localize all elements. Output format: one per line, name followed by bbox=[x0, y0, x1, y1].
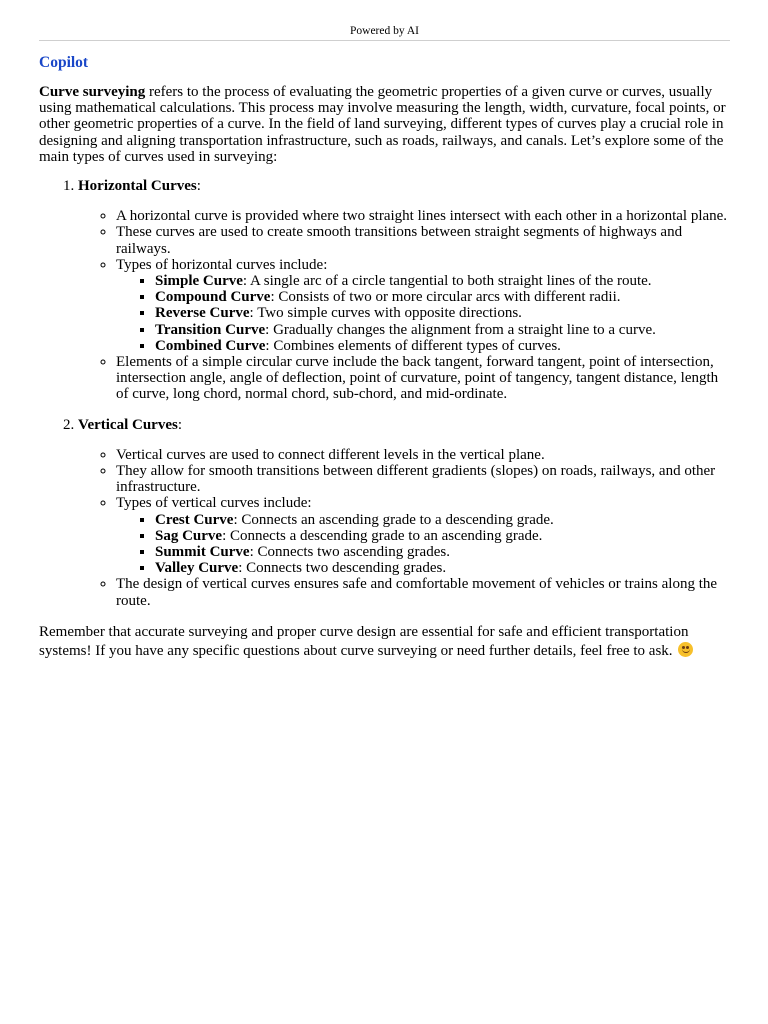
bullet-item: ◦ Elements of a simple circular curve include the back tangent, forward tangent, point of intersection, intersection angle, angle of deflection, point of curvature, point of tangency, tangent distance, length of curve, long chord, normal chord, sub-chord, and mid-ordinate. bbox=[116, 354, 730, 403]
definition: : Gradually changes the alignment from a straight line to a curve. bbox=[265, 321, 656, 338]
sub-bullet-item bbox=[155, 273, 730, 289]
bullet-item: ◦ They allow for smooth transitions between different gradients (slopes) on roads, railways, and other infrastructure. bbox=[116, 463, 730, 495]
term: Summit Curve bbox=[155, 544, 250, 561]
term: Combined Curve bbox=[155, 337, 266, 354]
term: Sag Curve bbox=[155, 527, 223, 544]
sub-bullet-item bbox=[155, 512, 730, 528]
section-horizontal-curves bbox=[78, 178, 730, 403]
closing-paragraph bbox=[39, 623, 730, 661]
definition: : Combines elements of different types of curves. bbox=[265, 337, 561, 354]
smiling-face-icon bbox=[678, 642, 693, 657]
definition: : A single arc of a circle tangential to both straight lines of the route. bbox=[242, 273, 652, 290]
definition: : Connects an ascending grade to a descending grade. bbox=[233, 511, 554, 528]
powered-by-header: Powered by AI bbox=[39, 0, 730, 41]
section-heading: 2. Vertical Curves: bbox=[78, 416, 183, 433]
page-title: Copilot bbox=[39, 54, 89, 71]
bullet-text: Types of vertical curves include: bbox=[116, 495, 312, 512]
bullet-item: ◦ A horizontal curve is provided where two straight lines intersect with each other in a horizontal plane. bbox=[116, 208, 730, 224]
definition: : Two simple curves with opposite directions. bbox=[249, 305, 522, 322]
term: Valley Curve bbox=[155, 560, 239, 577]
definition: : Connects two descending grades. bbox=[238, 560, 447, 577]
sub-bullet-item bbox=[155, 338, 730, 354]
section-bullets bbox=[78, 447, 730, 609]
sub-bullets bbox=[116, 273, 730, 354]
definition: : Connects a descending grade to an ascending grade. bbox=[222, 527, 543, 544]
section-vertical-curves bbox=[78, 417, 730, 609]
sub-bullet-item bbox=[155, 528, 730, 544]
intro-term: Curve surveying bbox=[39, 84, 146, 100]
term: Transition Curve bbox=[155, 321, 266, 338]
section-heading: 1. Horizontal Curves: bbox=[78, 178, 201, 195]
section-heading-text: Vertical Curves bbox=[78, 416, 178, 433]
section-bullets bbox=[78, 208, 730, 402]
sub-bullet-item bbox=[155, 289, 730, 305]
definition: : Connects two ascending grades. bbox=[249, 544, 450, 561]
bullet-item: ◦ These curves are used to create smooth transitions between straight segments of highways and railways. bbox=[116, 224, 730, 256]
sub-bullet-item bbox=[155, 322, 730, 338]
definition: : Consists of two or more circular arcs with different radii. bbox=[270, 289, 621, 306]
sub-bullet-item bbox=[155, 305, 730, 321]
sub-bullet-item bbox=[155, 544, 730, 560]
intro-paragraph bbox=[39, 84, 730, 165]
term: Simple Curve bbox=[155, 273, 243, 290]
bullet-text: Types of horizontal curves include: bbox=[116, 256, 328, 273]
bullet-item: ◦ Vertical curves are used to connect different levels in the vertical plane. bbox=[116, 447, 730, 463]
intro-text: refers to the process of evaluating the geometric properties of a given curve or curves, usually using mathematical calculations. This process may involve measuring the length, width, curvature, focal points, or other geometric properties of a curve. In the field of land surveying, different types of curves play a crucial role in designing and aligning transportation infrastructure, such as roads, railways, and canals. Let’s explore some of the main types of curves used in surveying: bbox=[39, 84, 726, 165]
term: Reverse Curve bbox=[155, 305, 250, 322]
sub-bullets bbox=[116, 512, 730, 577]
section-heading-text: Horizontal Curves bbox=[78, 178, 197, 195]
term: Compound Curve bbox=[155, 289, 271, 306]
bullet-item bbox=[116, 495, 730, 576]
closing-text: Remember that accurate surveying and proper curve design are essential for safe and efficient transportation systems! If you have any specific questions about curve surveying or need further details, feel free to ask. bbox=[39, 623, 689, 659]
sub-bullet-item bbox=[155, 560, 730, 576]
term: Crest Curve bbox=[155, 511, 234, 528]
curve-sections-list bbox=[39, 178, 730, 609]
bullet-item bbox=[116, 257, 730, 354]
bullet-item: ◦ The design of vertical curves ensures safe and comfortable movement of vehicles or trains along the route. bbox=[116, 576, 730, 608]
